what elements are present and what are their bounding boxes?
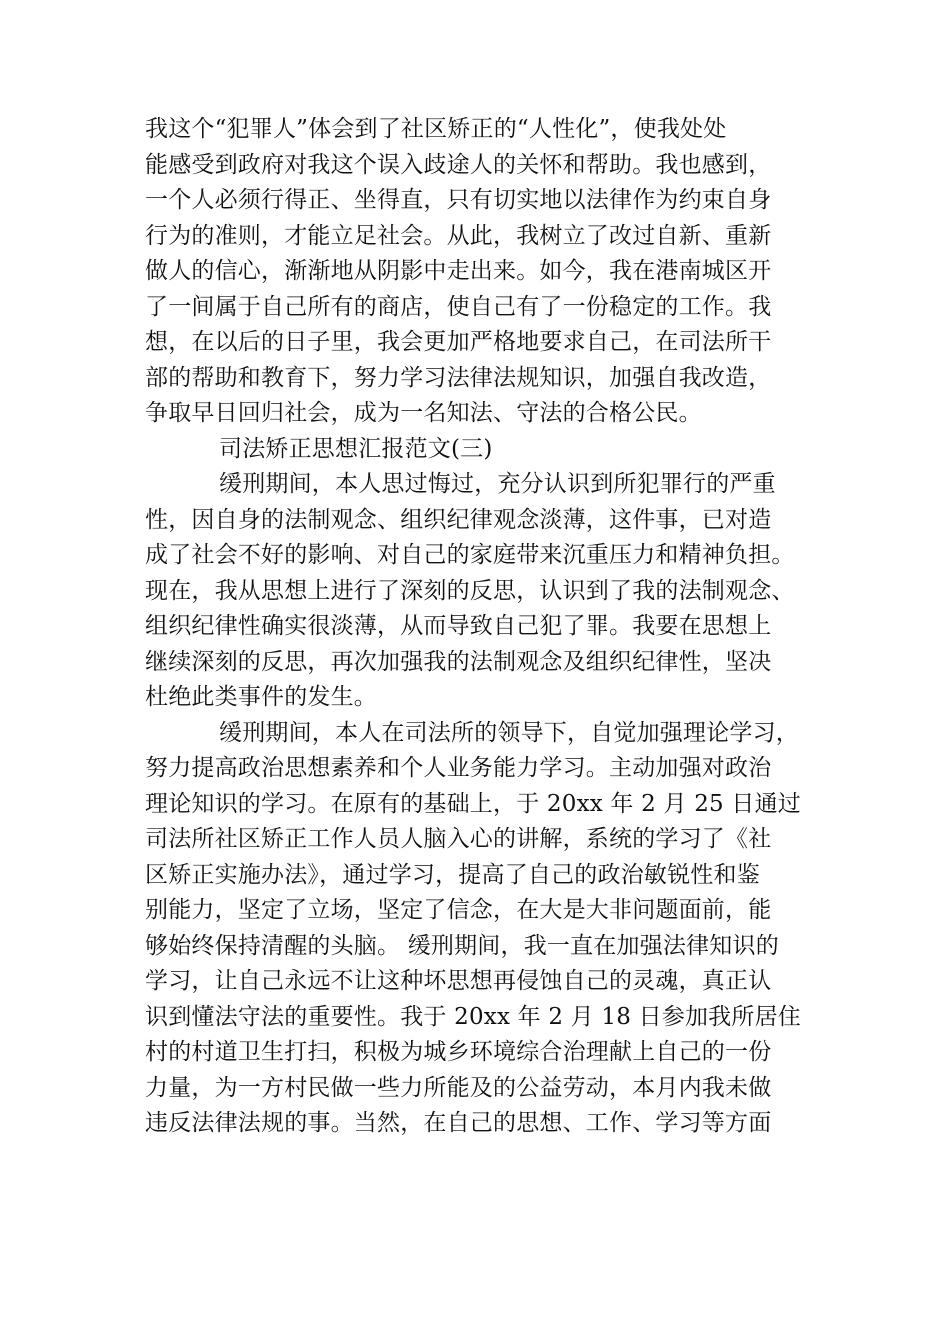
text-line: 识到懂法守法的重要性。我于 20xx 年 2 月 18 日参加我所居住 [145, 1003, 801, 1030]
text-line: 争取早日回归社会，成为一名知法、守法的合格公民。 [145, 400, 702, 426]
text-line: 成了社会不好的影响、对自己的家庭带来沉重压力和精神负担。 [145, 542, 795, 568]
text-line: 继续深刻的反思，再次加强我的法制观念及组织纪律性，坚决 [145, 648, 772, 675]
text-line: 行为的准则，才能立足社会。从此，我树立了改过自新、重新 [145, 222, 772, 249]
text-line: 一个人必须行得正、坐得直，只有切实地以法律作为约束自身 [145, 187, 772, 213]
text-line: 别能力，坚定了立场，坚定了信念，在大是大非问题面前，能 [145, 897, 772, 923]
text-line: 部的帮助和教育下，努力学习法律法规知识，加强自我改造， [145, 364, 772, 391]
text-line: 努力提高政治思想素养和个人业务能力学习。主动加强对政治 [145, 755, 772, 781]
text-line: 现在，我从思想上进行了深刻的反思，认识到了我的法制观念、 [145, 577, 795, 604]
text-line: 组织纪律性确实很淡薄，从而导致自己犯了罪。我要在思想上 [145, 613, 772, 639]
text-line: 杜绝此类事件的发生。 [145, 684, 377, 710]
text-line: 我这个“犯罪人”体会到了社区矫正的“人性化”，使我处处 [145, 116, 727, 142]
text-line: 违反法律法规的事。当然，在自己的思想、工作、学习等方面 [145, 1110, 772, 1136]
paragraph-first-line: 缓刑期间，本人在司法所的领导下，自觉加强理论学习， [219, 719, 799, 746]
paragraph-first-line: 缓刑期间，本人思过悔过，充分认识到所犯罪行的严重 [219, 471, 776, 497]
section-heading: 司法矫正思想汇报范文(三) [219, 435, 493, 462]
text-line: 做人的信心，渐渐地从阴影中走出来。如今，我在港南城区开 [145, 258, 772, 284]
text-line: 够始终保持清醒的头脑。 缓刑期间，我一直在加强法律知识的 [145, 932, 779, 959]
text-line: 想，在以后的日子里，我会更加严格地要求自己，在司法所干 [145, 329, 772, 355]
text-line: 理论知识的学习。在原有的基础上，于 20xx 年 2 月 25 日通过 [145, 790, 801, 817]
text-line: 了一间属于自己所有的商店，使自己有了一份稳定的工作。我 [145, 293, 772, 320]
document-body [145, 112, 810, 1142]
text-line: 性，因自身的法制观念、组织纪律观念淡薄，这件事，已对造 [145, 506, 772, 533]
text-line: 司法所社区矫正工作人员人脑入心的讲解，系统的学习了《社 [145, 826, 772, 852]
text-line: 力量，为一方村民做一些力所能及的公益劳动，本月内我未做 [145, 1074, 772, 1101]
text-line: 能感受到政府对我这个误入歧途人的关怀和帮助。我也感到， [145, 151, 772, 178]
text-line: 区矫正实施办法》，通过学习，提高了自己的政治敏锐性和鉴 [145, 861, 760, 888]
text-line: 学习，让自己永远不让这种坏思想再侵蚀自己的灵魂，真正认 [145, 968, 772, 994]
text-line: 村的村道卫生打扫，积极为城乡环境综合治理献上自己的一份 [145, 1039, 772, 1065]
